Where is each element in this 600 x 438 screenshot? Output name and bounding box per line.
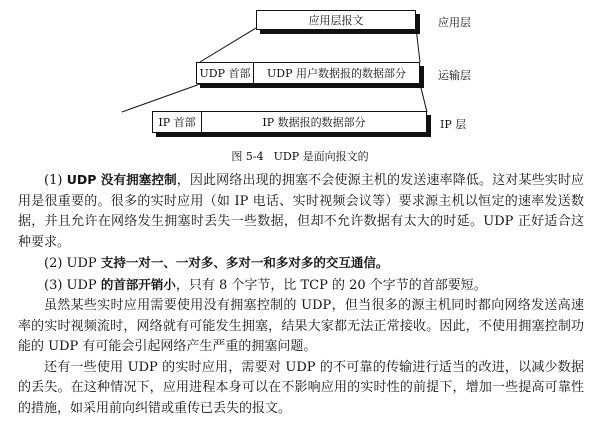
udp-header-box [196, 62, 254, 84]
ip-header-label: IP 首部 [158, 116, 196, 129]
udp-data-label: UDP 用户数据报的数据部分 [267, 67, 406, 80]
mapping-line-left [200, 28, 256, 62]
p1-bold: UDP 没有拥塞控制 [66, 172, 177, 187]
udp-header-label: UDP 首部 [199, 67, 251, 80]
paragraph-2: (2) UDP 支持一对一、一对多、多对一和多对多的交互通信。 [44, 255, 389, 271]
paragraph-5: 还有一些使用 UDP 的实时应用，需要对 UDP 的不可靠的传输进行适当的改进，以减少数据的丢失。在这种情况下，应用进程本身可以在不影响应用的实时性的前提下，增加一些提高可靠性的措施，如采用前向纠错或重传已丢失的报文。 [18, 359, 584, 416]
paragraph-1: (1) UDP 没有拥塞控制，因此网络出现的拥塞不会使源主机的发送速率降低。这对某些实时应用是很重要的。很多的实时应用（如 IP 电话、实时视频会议等）要求源主机以恒定的速率发送数据，并且允许在网络发生拥塞时丢失一些数据，但却不允许数据有太大的时延。UDP 正好适合这种要求。 [18, 172, 585, 250]
figure-udp-message-oriented [0, 0, 600, 175]
ip-layer-label: IP 层 [440, 118, 467, 131]
app-layer-label: 应用层 [438, 16, 471, 29]
mapping-line-right-2 [420, 84, 427, 112]
app-layer-message-box [256, 10, 416, 30]
mapping-line-left-2 [122, 84, 200, 112]
mapping-line-right [416, 28, 420, 62]
app-layer-message-label: 应用层报文 [308, 14, 364, 27]
ip-header-box [152, 111, 202, 133]
paragraph-3: (3) UDP 的首部开销小，只有 8 个字节，比 TCP 的 20 个字节的首部要短。 [44, 276, 487, 293]
paragraph-4: 虽然某些实时应用需要使用没有拥塞控制的 UDP，但当很多的源主机同时都向网络发送高速率的实时视频流时，网络就有可能发生拥塞，结果大家都无法正常接收。因此，不使用拥塞控制功能的 UDP 有可能会引起网络产生严重的拥塞问题。 [18, 298, 584, 354]
p2-bold: 支持一对一、一对多、多对一和多对多的交互通信。 [100, 255, 389, 270]
figure-caption [0, 148, 600, 164]
udp-data-box [253, 62, 420, 84]
body-text [18, 170, 584, 419]
transport-layer-label: 运输层 [438, 69, 471, 82]
ip-data-label: IP 数据报的数据部分 [262, 116, 366, 129]
caption-text: UDP 是面向报文的 [273, 150, 369, 163]
ip-data-box [201, 111, 427, 133]
p3-bold: 的首部开销小 [100, 276, 176, 292]
caption-number: 图 5-4 [231, 150, 264, 163]
